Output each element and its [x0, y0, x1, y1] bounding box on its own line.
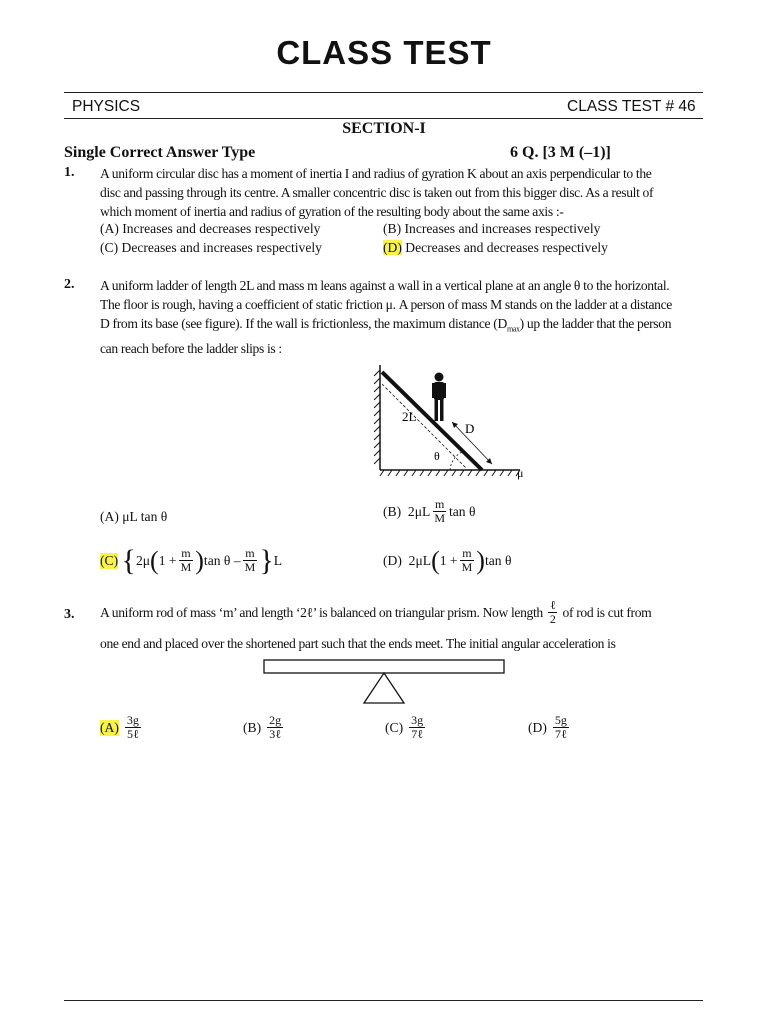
numerator: m — [181, 546, 191, 560]
floor-hatch — [380, 470, 520, 476]
numerator: m — [462, 546, 472, 560]
question-2-line: can reach before the ladder slips is : — [100, 340, 282, 356]
question-2-line: A uniform ladder of length 2L and mass m leans against a wall in a vertical plane at an angle θ to the horizontal. — [100, 278, 670, 293]
rod-prism-figure — [262, 658, 508, 706]
q2-option-c-label: (C) — [100, 552, 119, 568]
fraction — [548, 599, 558, 626]
numerator: 2g — [269, 713, 282, 727]
question-2-line — [100, 314, 710, 339]
q2-option-b-term: tan θ — [448, 503, 476, 519]
right-paren: ) — [195, 545, 204, 575]
wall-hatch — [374, 370, 380, 464]
q3-option-a[interactable] — [100, 714, 143, 741]
q2-option-b-label: (B) — [383, 503, 402, 519]
header-top-rule — [64, 92, 703, 93]
label-d: D — [465, 421, 475, 436]
label-theta: θ — [434, 449, 440, 463]
q3-option-d[interactable] — [528, 714, 571, 741]
question-2-number: 2. — [64, 277, 75, 292]
question-3-line — [100, 599, 710, 626]
question-1-line: A uniform circular disc has a moment of inertia I and radius of gyration K about an axis perpendicular to the — [100, 166, 652, 181]
q3-option-a-label: (A) — [100, 719, 119, 735]
q1-option-b[interactable]: (B) Increases and increases respectively — [383, 221, 601, 236]
denominator: 2 — [549, 612, 556, 626]
footer-rule — [64, 1000, 703, 1001]
q3-option-b[interactable] — [243, 714, 285, 741]
q3-option-c[interactable] — [385, 714, 427, 741]
fraction — [460, 547, 475, 574]
test-number: CLASS TEST # 46 — [567, 98, 696, 115]
q2-option-c-term: 1 + — [158, 552, 177, 568]
prism-triangle — [364, 673, 404, 703]
fraction — [432, 498, 447, 525]
denominator: M — [180, 560, 192, 574]
q2-option-b[interactable] — [383, 498, 476, 525]
left-paren: ( — [150, 545, 159, 575]
label-2l: 2L — [402, 409, 417, 424]
denominator: 7ℓ — [411, 727, 423, 741]
q2-option-c-term: 2μ — [135, 552, 151, 568]
answer-type: Single Correct Answer Type — [64, 144, 256, 161]
angle-arc — [450, 452, 462, 470]
label-mu: μ — [517, 466, 524, 480]
left-paren: ( — [431, 545, 440, 575]
right-paren: ) — [476, 545, 485, 575]
q2-option-d-term: 2μL — [408, 552, 432, 568]
question-2-text — [100, 276, 710, 358]
question-1-text — [100, 164, 710, 221]
marks-scheme: 6 Q. [3 M (–1)] — [510, 144, 611, 161]
q1-option-d-label: (D) — [383, 240, 402, 255]
numerator: m — [245, 546, 255, 560]
fraction — [243, 547, 258, 574]
numerator: 3g — [126, 713, 139, 727]
q2-option-b-term: 2μL — [407, 503, 431, 519]
q2-option-d-label: (D) — [383, 552, 402, 568]
q3-option-d-label: (D) — [528, 719, 547, 735]
q2-option-d[interactable] — [383, 547, 511, 574]
page-title: CLASS TEST — [276, 34, 492, 71]
denominator: 7ℓ — [555, 727, 567, 741]
fraction — [179, 547, 194, 574]
q3-line1-part: of rod is cut from — [562, 605, 652, 620]
denominator: 3ℓ — [269, 727, 281, 741]
question-1-line: disc and passing through its centre. A smaller concentric disc is taken out from this bigger disc. As a result of — [100, 185, 654, 200]
q3-option-c-label: (C) — [385, 719, 404, 735]
numerator: ℓ — [550, 598, 556, 612]
q2-dmax-subscript: max — [506, 324, 520, 334]
fraction — [267, 714, 283, 741]
q2-option-c[interactable] — [100, 543, 283, 577]
right-brace: } — [259, 543, 274, 577]
q1-option-a[interactable]: (A) Increases and decreases respectively — [100, 221, 321, 236]
q3-line1-part: A uniform rod of mass ‘m’ and length ‘2ℓ’ is balanced on triangular prism. Now length — [100, 605, 543, 620]
question-3-number: 3. — [64, 607, 75, 622]
q2-option-c-term: L — [273, 552, 283, 568]
q2-line3-part: ) up the ladder that the person — [519, 316, 672, 331]
question-2-line: The floor is rough, having a coefficient of static friction μ. A person of mass M stands on the ladder at a distance — [100, 297, 672, 312]
denominator: 5ℓ — [127, 727, 139, 741]
numerator: m — [434, 497, 445, 511]
q2-option-c-term: tan θ – — [203, 552, 241, 568]
ladder-figure — [370, 360, 540, 480]
question-1-number: 1. — [64, 165, 75, 180]
q2-line3-part: D from its base (see figure). If the wall is frictionless, the maximum distance (D — [100, 316, 507, 331]
left-brace: { — [121, 543, 136, 577]
denominator: M — [434, 511, 445, 525]
q2-option-d-term: tan θ — [484, 552, 512, 568]
header-bottom-rule — [64, 118, 703, 119]
numerator: 3g — [411, 713, 424, 727]
subject-label: PHYSICS — [72, 98, 141, 115]
section-heading: SECTION-I — [342, 120, 426, 137]
numerator: 5g — [554, 713, 567, 727]
q2-option-d-term: 1 + — [439, 552, 458, 568]
q2-option-a[interactable]: (A) μL tan θ — [100, 509, 168, 524]
q1-option-d-text: Decreases and decreases respectively — [401, 240, 608, 255]
denominator: M — [461, 560, 473, 574]
fraction — [553, 714, 569, 741]
person-icon — [432, 373, 446, 422]
rod — [264, 660, 504, 673]
question-1-line: which moment of inertia and radius of gyration of the resulting body about the same axis :- — [100, 204, 564, 219]
question-3-line: one end and placed over the shortened part such that the ends meet. The initial angular acceleration is — [100, 636, 616, 651]
q1-option-d[interactable] — [383, 240, 608, 256]
denominator: M — [244, 560, 256, 574]
fraction — [409, 714, 425, 741]
q1-option-c[interactable]: (C) Decreases and increases respectively — [100, 240, 322, 255]
q3-option-b-label: (B) — [243, 719, 262, 735]
fraction — [125, 714, 141, 741]
